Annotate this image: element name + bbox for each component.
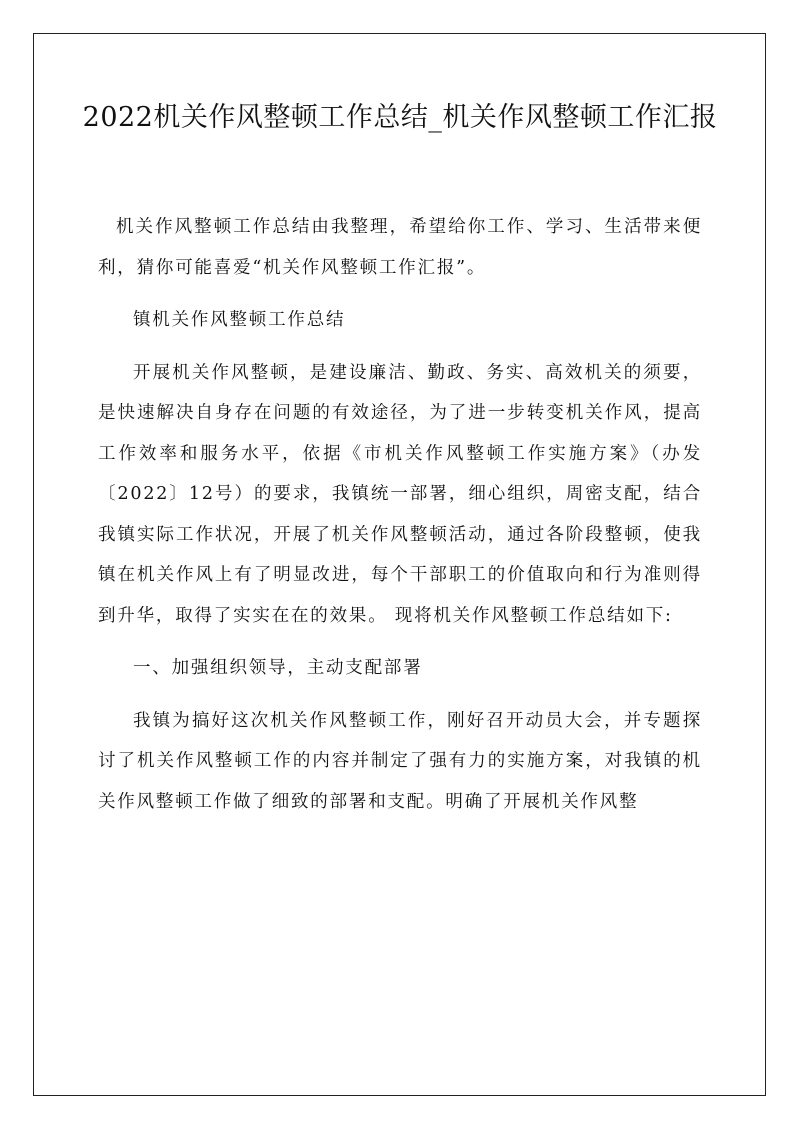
subsection-heading: 一、加强组织领导，主动支配部署	[133, 658, 423, 678]
intro-paragraph: 机关作风整顿工作总结由我整理，希望给你工作、学习、生活带来便利，猜你可能喜爱“机关作风整顿工作汇报”。	[98, 217, 702, 278]
body-paragraph: 我镇为搞好这次机关作风整顿工作，刚好召开动员大会，并专题探讨了机关作风整顿工作的内容并制定了强有力的实施方案，对我镇的机关作风整顿工作做了细致的部署和支配。明确了开展机关作风整	[98, 710, 702, 812]
body-paragraph: 开展机关作风整顿，是建设廉洁、勤政、务实、高效机关的须要，是快速解决自身存在问题的有效途径，为了进一步转变机关作风，提高工作效率和服务水平，依据《市机关作风整顿工作实施方案》（办发〔2022〕12号）的要求，我镇统一部署，细心组织，周密支配，结合我镇实际工作状况，开展了机关作风整顿活动，通过各阶段整顿，使我镇在机关作风上有了明显改进，每个干部职工的价值取向和行为准则得到升华，取得了实实在在的效果。 现将机关作风整顿工作总结如下:	[98, 362, 702, 626]
document-body	[98, 207, 702, 834]
document-title: 2022机关作风整顿工作总结_机关作风整顿工作汇报	[82, 102, 718, 133]
section-heading: 镇机关作风整顿工作总结	[133, 310, 346, 330]
